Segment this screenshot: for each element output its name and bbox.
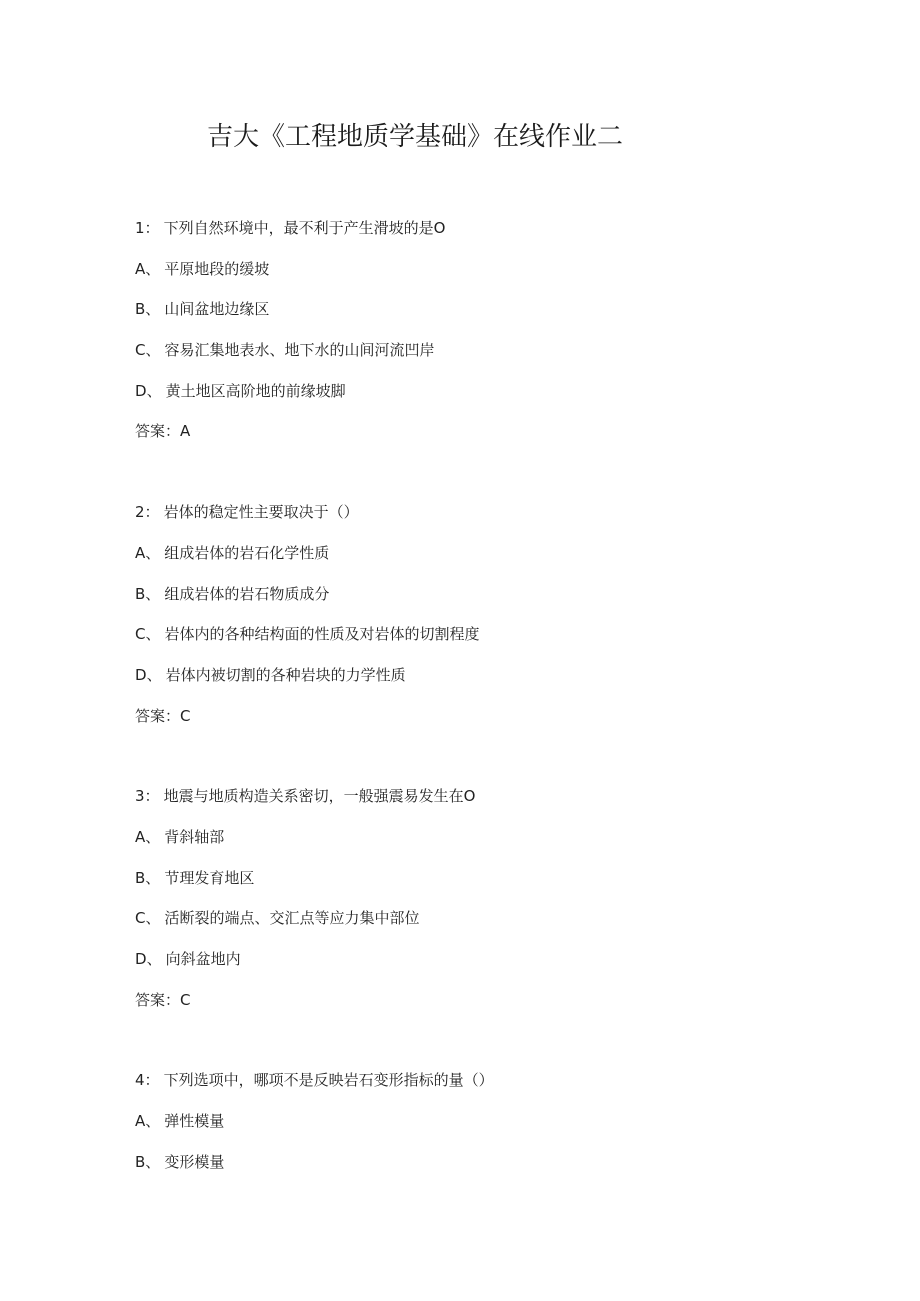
option-text: 向斜盆地内 [165, 950, 241, 968]
question-number-separator: ： [144, 219, 160, 237]
question-stem-text: 岩体的稳定性主要取决于（） [163, 503, 359, 522]
question-number-separator: ： [144, 503, 160, 522]
option-letter: C [135, 625, 146, 644]
option-separator: 、 [145, 341, 161, 360]
option-letter: B [135, 300, 146, 319]
answer-label: 答案： [135, 706, 181, 725]
question-stem [135, 212, 835, 253]
option-text: 组成岩体的岩石物质成分 [164, 584, 330, 603]
question-number-separator: ： [144, 787, 160, 806]
option-letter: B [135, 868, 146, 887]
option-separator: 、 [146, 381, 162, 400]
question-number: 4 [135, 1071, 145, 1090]
option-separator: 、 [145, 1112, 161, 1131]
option-text: 组成岩体的岩石化学性质 [164, 543, 330, 562]
option-separator: 、 [145, 868, 161, 887]
option-text: 黄土地区高阶地的前缘坡脚 [165, 381, 346, 400]
option-letter: A [135, 543, 146, 562]
option-d [135, 375, 835, 416]
option-text: 山间盆地边缘区 [164, 300, 270, 319]
answer-value: A [180, 422, 191, 441]
option-c [135, 618, 835, 659]
question-number: 3 [135, 787, 145, 806]
option-letter: A [135, 827, 146, 846]
option-a [135, 821, 835, 862]
question-stem-text: 下列自然环境中，最不利于产生滑坡的是O [163, 219, 446, 237]
option-a [135, 253, 835, 294]
option-text: 岩体内的各种结构面的性质及对岩体的切割程度 [164, 625, 480, 644]
option-text: 岩体内被切割的各种岩块的力学性质 [165, 665, 406, 684]
option-text: 节理发育地区 [164, 868, 255, 887]
answer-label: 答案： [135, 990, 181, 1009]
answer-value: C [180, 990, 191, 1009]
option-text: 弹性模量 [164, 1112, 225, 1131]
question-1 [135, 212, 835, 456]
answer-label: 答案： [135, 422, 181, 441]
option-letter: A [135, 259, 146, 278]
option-letter: D [135, 381, 147, 400]
option-letter: B [135, 584, 146, 603]
question-stem [135, 1064, 835, 1105]
answer-line [135, 984, 835, 1025]
option-separator: 、 [145, 625, 161, 644]
option-text: 变形模量 [164, 1152, 225, 1171]
question-list [135, 212, 835, 1226]
option-c [135, 902, 835, 943]
option-separator: 、 [146, 665, 162, 684]
option-b [135, 578, 835, 619]
question-2 [135, 496, 835, 740]
option-a [135, 1105, 835, 1146]
option-letter: A [135, 1112, 146, 1131]
option-separator: 、 [145, 259, 161, 278]
answer-value: C [180, 706, 191, 725]
question-number: 2 [135, 503, 145, 522]
option-separator: 、 [145, 543, 161, 562]
question-stem-text: 下列选项中，哪项不是反映岩石变形指标的量（） [163, 1071, 494, 1090]
question-number-separator: ： [144, 1071, 160, 1090]
option-separator: 、 [145, 1152, 161, 1171]
option-d [135, 659, 835, 700]
page-title: 吉大《工程地质学基础》在线作业二 [207, 122, 624, 152]
option-b [135, 293, 835, 334]
option-b [135, 862, 835, 903]
option-text: 活断裂的端点、交汇点等应力集中部位 [164, 909, 420, 928]
question-stem [135, 496, 835, 537]
option-c [135, 334, 835, 375]
question-stem-text: 地震与地质构造关系密切，一般强震易发生在O [163, 787, 476, 806]
option-letter: C [135, 909, 146, 928]
option-separator: 、 [145, 827, 161, 846]
question-3 [135, 780, 835, 1024]
answer-line [135, 700, 835, 741]
option-letter: C [135, 341, 146, 360]
option-separator: 、 [145, 300, 161, 319]
answer-line [135, 415, 835, 456]
question-4 [135, 1064, 835, 1186]
option-separator: 、 [145, 909, 161, 928]
option-letter: D [135, 665, 147, 684]
option-d [135, 943, 835, 984]
option-text: 容易汇集地表水、地下水的山间河流凹岸 [164, 341, 435, 360]
question-stem [135, 780, 835, 821]
option-b [135, 1146, 835, 1187]
question-number: 1 [135, 219, 145, 237]
option-a [135, 537, 835, 578]
option-separator: 、 [146, 950, 162, 968]
option-letter: D [135, 950, 147, 968]
option-text: 平原地段的缓坡 [164, 259, 270, 278]
option-letter: B [135, 1152, 146, 1171]
option-text: 背斜轴部 [164, 827, 225, 846]
option-separator: 、 [145, 584, 161, 603]
